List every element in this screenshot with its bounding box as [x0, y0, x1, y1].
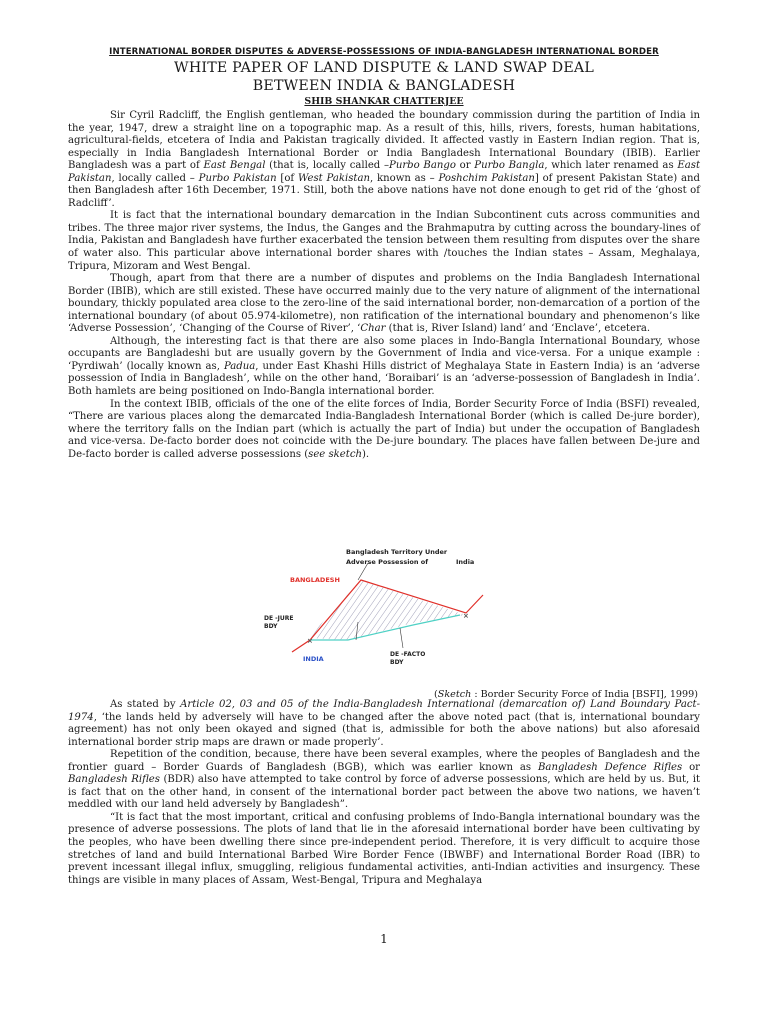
emphasis-text: East Pakistan — [68, 160, 700, 184]
body-text-section-2 — [68, 687, 700, 887]
body-text-section-1 — [68, 110, 700, 461]
paragraph — [68, 273, 700, 336]
caption-open: ( — [434, 689, 438, 700]
text-run: or — [682, 761, 700, 773]
paragraph — [68, 110, 700, 210]
adverse-possession-sketch — [264, 540, 498, 675]
paragraph — [68, 749, 700, 812]
text-run: , under East Khashi Hills district of Meghalaya State in Eastern India) is an ‘adverse possession of India in Bangladesh’, while on the other hand, ‘Boraibari’ is an ‘adverse-possession of Bangladesh in India’. Both hamlets are being positioned on Indo-Bangla international border. — [68, 360, 701, 398]
sketch-title-line-1: Bangladesh Territory Under — [346, 548, 448, 556]
text-run: Though, apart from that there are a number of disputes and problems on the India Bangladesh International Border (IBIB), which are still existed. These have occurred mainly due to the very nature of alignment of the international boundary, thickly populated area close to the zero-line of the said international border, non-demarcation of a portion of the international boundary (of about 05.974-kilometre), non ratification of the international boundary and phenomenon’s like ‘Adverse Possession’, ‘Changing of the Course of River’, ‘ — [68, 273, 700, 335]
caption-label: Sketch — [437, 689, 472, 700]
text-run: In the context IBIB, officials of the one of the elite forces of India, Border Security Force of India (BSFI) revealed, “There are various places along the demarcated India-Bangladesh International Border (which is called De-jure border), where the territory falls on the Indian part (which is actually the part of India) but under the occupation of Bangladesh and vice-versa. De-facto border does not coincide with the De-jure boundary. The places have fallen between De-jure and De-facto border is called adverse possessions ( — [68, 398, 700, 460]
text-run: Sir Cyril Radcliff, the English gentleman, who headed the boundary commission during the partition of India in the year, 1947, drew a straight line on a topographic map. As a result of this, hills, rivers, forests, human habitations, agricultural-fields, etcetera of India and Pakistan tragically divided. It affected vastly in Eastern Indian region. That is, especially in India Bangladesh International Border or India Bangladesh International Boundary (IBIB). Earlier Bangladesh was a part of — [68, 110, 700, 172]
emphasis-text: Bangladesh Defence Rifles — [538, 761, 683, 773]
text-run: “It is fact that the most important, critical and confusing problems of Indo-Bangla international boundary was the presence of adverse possessions. The plots of land that lie in the aforesaid international border have been cultivating by the peoples, who have been dwelling there since pre-independent period. Therefore, it is very difficult to acquire those stretches of land and build International Barbed Wire Border Fence (IBWBF) and International Border Road (IBR) to prevent incessant illegal influx, smuggling, religious fundamental activities, anti-Indian activities and insurgency. These things are visible in many places of Assam, West-Bengal, Tripura and Meghalaya — [68, 811, 700, 886]
paragraph — [68, 699, 700, 749]
document-title-line-1: WHITE PAPER OF LAND DISPUTE & LAND SWAP DEAL — [174, 60, 594, 76]
paragraph — [68, 336, 700, 399]
label-de-jure-1: DE -JURE — [264, 615, 294, 622]
emphasis-text: Purbo Bango — [389, 160, 456, 172]
page-number: 1 — [380, 932, 388, 946]
paragraph — [68, 812, 700, 887]
text-run: Although, the interesting fact is that there are also some places in Indo-Bangla International Boundary, whose occupants are Bangladeshi but are usually govern by the Government of India and vice-versa. For a unique example : ‘Pyrdiwah’ (locally known as, — [68, 335, 700, 372]
paragraph — [68, 399, 700, 462]
text-run: , known as – — [369, 172, 439, 184]
label-de-facto-2: BDY — [390, 659, 404, 666]
cross-marker: × — [463, 612, 469, 620]
emphasis-text: Padua — [223, 360, 256, 372]
text-run: (that is, River Island) land’ and ‘Enclave’, etcetera. — [385, 323, 651, 335]
text-run: It is fact that the international boundary demarcation in the Indian Subcontinent cuts across communities and tribes. The three major river systems, the Indus, the Ganges and the Brahmaputra by cutting across the boundary-lines of India, Pakistan and Bangladesh have further exacerbated the tension between them resulting from disputes over the share of water also. This particular above international border shares with /touches the Indian states – Assam, Meghalaya, Tripura, Mizoram and West Bengal. — [68, 210, 700, 272]
cross-marker: × — [307, 637, 313, 645]
document-supertitle: INTERNATIONAL BORDER DISPUTES & ADVERSE-POSSESSIONS OF INDIA-BANGLADESH INTERNATIONAL BORDER — [109, 47, 659, 57]
author-name: SHIB SHANKAR CHATTERJEE — [304, 96, 464, 107]
text-run: (that is, locally called – — [265, 160, 390, 172]
emphasis-text: Purbo Bangla — [474, 160, 545, 172]
leader-line — [400, 628, 403, 648]
text-run: or — [455, 160, 475, 172]
text-run: ). — [361, 448, 370, 460]
text-run: As stated by — [110, 699, 181, 710]
text-run: Repetition of the condition, because, there have been several examples, where the peoples of Bangladesh and the frontier guard – Border Guards of Bangladesh (BGB), which was earlier known as — [68, 749, 700, 773]
text-run: , ‘the lands held by adversely will have to be changed after the above noted pact (that is, international boundary agreement) has not only been okayed and signed (that is, admissible for both the above nations) but also aforesaid international border strip maps are drawn or made properly’. — [68, 711, 700, 748]
paragraph — [68, 210, 700, 273]
label-bangladesh: BANGLADESH — [290, 576, 340, 584]
sketch-title-line-2: Adverse Possession of — [346, 558, 429, 566]
emphasis-text: Article 02, 03 and 05 of the India-Bangladesh International (demarcation of) Land Boundary Pact-1974 — [68, 699, 700, 723]
emphasis-text: East Bengal — [203, 160, 266, 172]
emphasis-text: see sketch — [308, 448, 362, 460]
text-run: ] of present Pakistan State) and then Bangladesh after 16th December, 1971. Still, both the above nations have not done enough to get rid of the ‘ghost of Radcliff’. — [68, 172, 701, 209]
sketch-title-india: India — [456, 558, 475, 566]
emphasis-text: Poshchim Pakistan — [438, 172, 535, 184]
document-title-line-2: BETWEEN INDIA & BANGLADESH — [252, 78, 516, 94]
label-de-facto-1: DE -FACTO — [390, 651, 426, 658]
text-run: (BDR) also have attempted to take control by force of adverse possessions, which are held by us. But, it is fact that on the other hand, in consent of the international border pact between the above two nations, we haven’t meddled with our land held adversely by Bangladesh”. — [68, 774, 701, 811]
text-run: , locally called – — [111, 172, 199, 184]
emphasis-text: Char — [360, 323, 386, 335]
caption-source: : Border Security Force of India [BSFI], 1999) — [471, 689, 698, 700]
emphasis-text: Purbo Pakistan — [198, 172, 277, 184]
emphasis-text: Bangladesh Rifles — [68, 774, 160, 786]
text-run: , which later renamed as — [544, 160, 678, 172]
label-india: INDIA — [303, 655, 324, 663]
label-de-jure-2: BDY — [264, 623, 278, 630]
emphasis-text: West Pakistan — [297, 172, 370, 184]
text-run: [of — [276, 172, 298, 184]
